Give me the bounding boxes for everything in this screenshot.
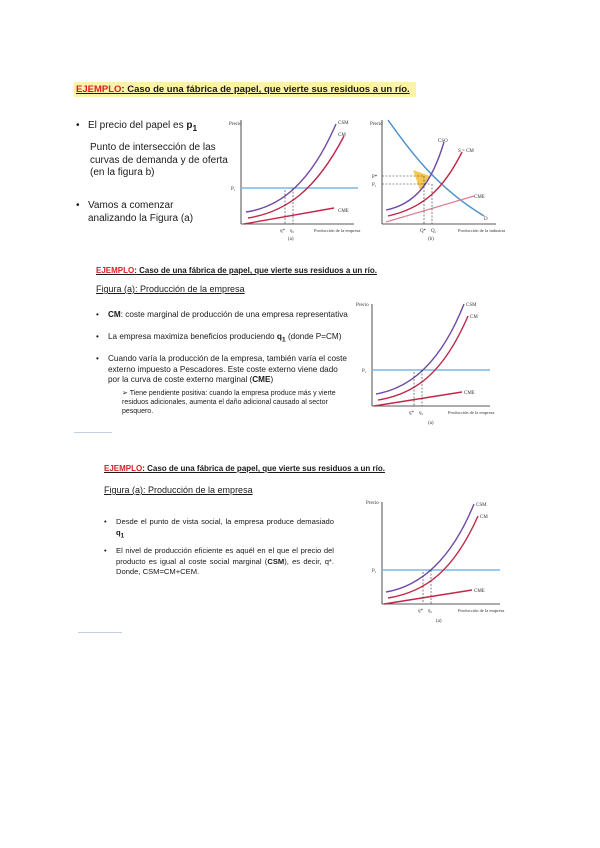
slide3-b1-sub: 1 [120,532,125,540]
slide2-figure [346,296,496,428]
slide3-b1-text: Desde el punto de vista social, la empresa produce demasiado [116,517,334,526]
slide3-b2-bold: CSM [267,556,285,566]
cme-curve [384,590,472,604]
slide2-b3-bold: CME [252,375,271,384]
slide2-bullet-1 [96,309,358,322]
slide1-bullet1-text: El precio del papel es [88,120,187,131]
cme-curve [386,196,474,222]
p1-label: P₁ [362,369,367,374]
slide1-figure-b [366,112,516,248]
q-star-label: q* [418,609,423,614]
slide1-bullet1-sub: 1 [192,123,198,133]
slide1-bullet-1 [76,120,243,135]
csm-label: CSM [476,503,487,508]
cme-label: CME [338,209,349,214]
slide3-b2-text: El nivel de producción eficiente es aquél en el que el precio del producto es igual al coste social marginal ( [116,546,334,566]
slide1-figure-a [226,112,374,248]
y-axis-label: Precio [370,122,383,127]
slide1-bullet2-text: Vamos a comenzar analizando la Figura (a) [88,200,194,224]
q1-label: Q₁ [431,229,437,234]
q1-label: q₁ [290,229,295,234]
q1-label: q₁ [419,411,424,416]
p1-label: P₁ [231,187,236,192]
slide3-title-ejemplo: EJEMPLO [104,464,143,473]
bullet-dot: • [96,354,99,363]
slide2-bullet-2 [96,331,358,347]
slide1-bullet-2 [76,200,223,225]
slide2-title [96,266,377,275]
s-label: S = CM [458,149,474,154]
x-axis-label: Producción de la empresa [448,410,495,415]
slide1-title-rest: : Caso de una fábrica de papel, que vierte sus residuos a un río. [121,84,410,95]
slide2-title-rest: : Caso de una fábrica de papel, que vierte sus residuos a un río. [134,266,377,275]
bullet-dot: • [76,200,80,211]
cso-label: CSO [438,139,448,144]
slide3-figure-caption: Figura (a): Producción de la empresa [104,485,253,495]
x-axis-label: Producción de la empresa [314,228,361,233]
bullet-dot: • [96,310,99,319]
slide1-bullet1-detail: Punto de intersección de las curvas de demanda y de oferta (en la figura b) [90,142,228,178]
p-star-label: P* [372,175,378,180]
slide2-b3-end: ) [270,375,274,384]
slide3-footer-mark [78,632,122,633]
cm-label: CM [338,133,346,138]
d-label: D [484,217,488,222]
cm-label: CM [470,315,478,320]
csm-label: CSM [338,121,349,126]
slide3-title-rest: : Caso de una fábrica de papel, que vierte sus residuos a un río. [142,464,385,473]
slide2-b1-bold: CM [108,310,121,319]
slide1-title-ejemplo: EJEMPLO [76,84,122,95]
slide2-b2-after: (donde P=CM) [285,332,342,341]
slide1-bullet1-var: p [186,120,193,131]
slide2-b2-sub: 1 [281,336,286,344]
panel-label: (a) [288,237,294,242]
y-axis-label: Precio [356,303,369,308]
slide3-b2-end: ), es decir, q*. Donde, CSM=CM+CEM. [116,556,334,576]
x-axis-label: Producción de la empresa [458,608,505,613]
slide2-b3-text: Cuando varía la producción de la empresa, también varía el coste externo impuesto a Pescadores. Este coste externo viene dado por la curva de coste externo marginal ( [108,354,347,384]
y-axis-label: Precio [366,501,379,506]
slide3-title [104,464,385,473]
slide2-bullet-3 [96,354,348,386]
panel-label: (a) [436,619,442,624]
cme-label: CME [474,195,485,200]
bullet-dot: • [104,546,107,555]
slide2-b1-text: : coste marginal de producción de una empresa representativa [120,310,348,319]
slide2-figure-caption: Figura (a): Producción de la empresa [96,284,245,294]
q-star-label: Q* [420,229,427,234]
slide3-bullet-2 [104,546,334,578]
csm-curve [246,124,336,212]
cme-curve [374,392,462,406]
cm-curve [388,516,478,598]
bullet-dot: • [96,332,99,341]
slide3-bullet-1 [104,517,334,542]
slide3-b1-var: q [116,527,121,537]
sub-bullet-arrow: ➢ [122,390,128,397]
y-axis-label: Precio [229,122,242,127]
cme-label: CME [474,589,485,594]
x-axis-label: Producción de la industria [458,228,506,233]
cme-label: CME [464,391,475,396]
bullet-dot: • [104,517,107,526]
demand-curve [388,120,484,216]
slide3-figure [356,494,506,626]
slide2-b2-text: La empresa maximiza beneficios produciendo [108,332,277,341]
csm-label: CSM [466,303,477,308]
q-star-label: q* [409,411,414,416]
slide1-title [74,84,416,95]
slide2-footer-mark [74,432,112,433]
q-star-label: q* [280,229,285,234]
cm-curve [248,136,344,218]
slide2-sub-bullet-text: Tiene pendiente positiva: cuando la empresa produce más y vierte residuos adicionales, aumenta el daño adicional causado al sector pesquero. [122,390,336,415]
slide2-b2-var: q [276,332,282,341]
bullet-dot: • [76,120,80,131]
slide2-title-ejemplo: EJEMPLO [96,266,135,275]
cm-label: CM [480,515,488,520]
panel-label: (a) [428,421,434,426]
cm-curve [378,316,468,400]
slide2-sub-bullet [122,390,346,416]
p1-label: P₁ [372,569,377,574]
p1-label: P₁ [372,183,377,188]
panel-label: (b) [428,237,434,242]
q1-label: q₁ [428,609,433,614]
